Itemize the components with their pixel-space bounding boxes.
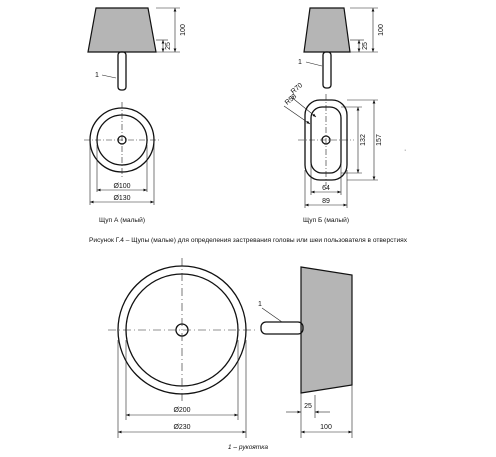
large-probe-side-view (261, 267, 352, 438)
probe-b-outer-width: 89 (322, 198, 330, 205)
probe-b-top-view (284, 94, 378, 208)
probe-a-height-dim: 100 (180, 24, 187, 36)
large-probe-outer-diameter: Ø230 (173, 424, 191, 431)
large-probe-handle-dim: 25 (304, 403, 312, 410)
stray-mark: · (404, 147, 407, 154)
probe-b-handle-dim: 25 (362, 42, 369, 50)
probe-a-caption: Щуп А (малый) (98, 217, 146, 224)
large-probe-inner-diameter: Ø200 (173, 407, 191, 414)
probe-b-radius-inner: R58 (283, 93, 299, 107)
probe-b-inner-width: 64 (322, 185, 330, 192)
large-probe-depth-dim: 100 (320, 424, 332, 431)
large-probe-callout: 1 (258, 301, 262, 308)
probe-a-handle-dim: 25 (165, 42, 172, 50)
probe-a-outer-diameter: Ø130 (113, 195, 131, 202)
probe-a-inner-diameter: Ø100 (113, 183, 131, 190)
probe-b-radius-outer: R70 (289, 82, 305, 96)
probe-a-callout: 1 (95, 72, 99, 79)
probe-b-height-dim: 100 (378, 24, 385, 36)
probe-b-callout: 1 (298, 59, 302, 66)
footnote: 1 – рукоятка (227, 444, 269, 451)
probe-b-inner-length: 132 (360, 134, 367, 146)
figure-caption: Рисунок Г.4 – Щупы (малые) для определения застревания головы или шеи пользователя в отверстиях (88, 237, 408, 244)
probe-b-outer-length: 157 (376, 134, 383, 146)
probe-b-caption: Щуп Б (малый) (302, 217, 350, 224)
